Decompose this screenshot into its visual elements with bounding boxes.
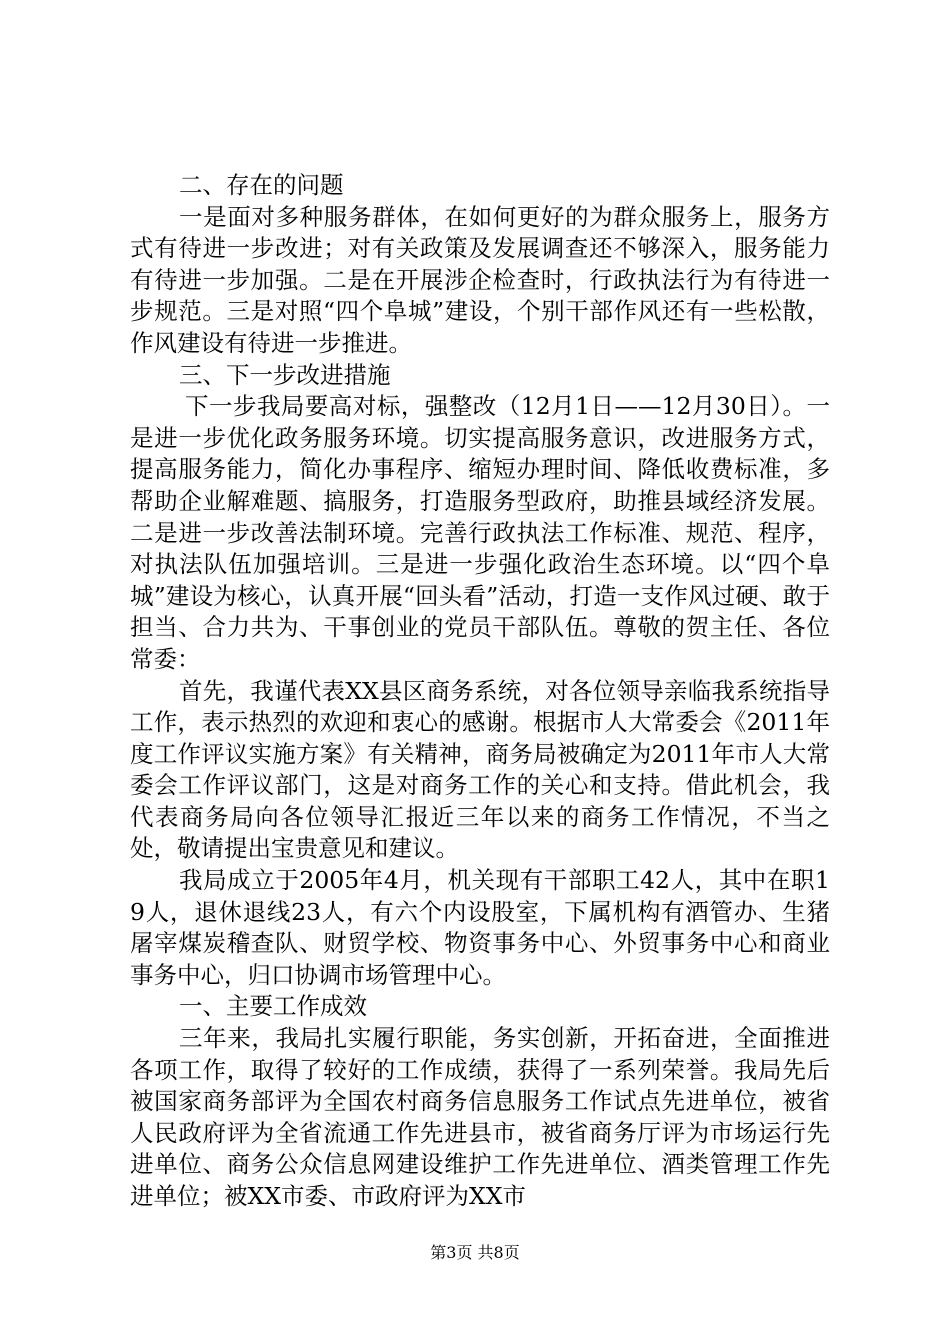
section-heading-measures: 三、下一步改进措施 [179,360,391,389]
paragraph-problems: 一是面对多种服务群体，在如何更好的为群众服务上，服务方式有待进一步改进；对有关政策及发展调查还不够深入，服务能力有待进一步加强。二是在开展涉企检查时，行政执法行为有待进一步规范。三是对照“四个阜城”建设，个别干部作风还有一些松散，作风建设有待进一步推进。 [130,202,830,357]
page-footer: 第3页 共8页 [430,1243,520,1262]
paragraph-measures: 下一步我局要高对标，强整改（12月1日——12月30日）。一是进一步优化政务服务环境。切实提高服务意识，改进服务方式，提高服务能力，简化办事程序、缩短办理时间、降低收费标准，多帮助企业解难题、搞服务，打造服务型政府，助推县域经济发展。二是进一步改善法制环境。完善行政执法工作标准、规范、程序，对执法队伍加强培训。三是进一步强化政治生态环境。以“四个阜城”建设为核心，认真开展“回头看”活动，打造一支作风过硬、敢于担当、合力共为、干事创业的党员干部队伍。尊敬的贺主任、各位常委： [130,392,830,673]
paragraph-bureau-overview: 我局成立于2005年4月，机关现有干部职工42人，其中在职19人，退休退线23人，有六个内设股室，下属机构有酒管办、生猪屠宰煤炭稽查队、财贸学校、物资事务中心、外贸事务中心和商业事务中心，归口协调市场管理中心。 [130,866,830,989]
section-heading-problems: 二、存在的问题 [179,171,344,199]
paragraph-greeting: 首先，我谨代表XX县区商务系统，对各位领导亲临我系统指导工作，表示热烈的欢迎和衷心的感谢。根据市人大常委会《2011年度工作评议实施方案》有关精神，商务局被确定为2011年市人大常委会工作评议部门，这是对商务工作的关心和支持。借此机会，我代表商务局向各位领导汇报近三年以来的商务工作情况，不当之处，敬请提出宝贵意见和建议。 [130,676,830,863]
paragraph-achievements: 三年来，我局扎实履行职能，务实创新，开拓奋进，全面推进各项工作，取得了较好的工作成绩，获得了一系列荣誉。我局先后被国家商务部评为全国农村商务信息服务工作试点先进单位，被省人民政府评为全省流通工作先进县市，被省商务厅评为市场运行先进单位、商务公众信息网建设维护工作先进单位、酒类管理工作先进单位；被XX市委、市政府评为XX市 [130,1024,830,1210]
document-body [130,170,830,1213]
section-heading-achievements: 一、主要工作成效 [179,992,367,1021]
